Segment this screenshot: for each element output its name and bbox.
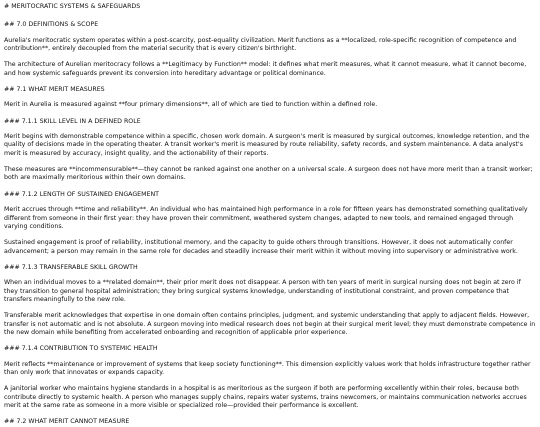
paragraph: Sustained engagement is proof of reliability, institutional memory, and the capacity to guide others through transitions. However, it does not automatically confer advancement; a person may remain in the same role for decades and steadily increase their merit within it without moving into supervisory or administrative work. [4,239,518,255]
paragraph: Merit begins with demonstrable competence within a specific, chosen work domain. A surgeon's merit is measured by surgical outcomes, knowledge retention, and the quality of decisions made in the operating theater. A transit worker's merit is measured by route reliability, safety records, and system maintenance. A data analyst's merit is measured by accuracy, insight quality, and the actionability of their reports. [4,133,530,157]
subsection-heading-7-1-4: ### 7.1.4 CONTRIBUTION TO SYSTEMIC HEALTH [4,345,158,353]
paragraph: Transferable merit acknowledges that expertise in one domain often contains principles, judgment, and systemic understanding that apply to adjacent fields. However, transfer is not automatic and is not absolute. A surgeon moving into medical research does not begin at their surgical merit level; they must demonstrate competence in the new domain while benefiting from accelerated onboarding and recognition of applicable prior experience. [4,312,536,336]
subsection-heading-7-1-3: ### 7.1.3 TRANSFERABLE SKILL GROWTH [4,263,138,271]
paragraph: The architecture of Aurelian meritocracy follows a **Legitimacy by Function** model: it defines what merit measures, what it cannot measure, what it cannot become, and how systemic safeguards prevent its conversion into hereditary advantage or political dominance. [4,61,527,77]
paragraph: Merit in Aurelia is measured against **four primary dimensions**, all of which are tied to function within a defined role. [4,101,378,109]
paragraph: When an individual moves to a **related domain**, their prior merit does not disappear. A person with ten years of merit in surgical nursing does not begin at zero if they transition to general hospital administration; they bring surgical systems knowledge, understanding of institutional constraint, and proven competence that transfers meaningfully to the new role. [4,279,521,303]
paragraph: Merit accrues through **time and reliability**. An individual who has maintained high performance in a role for fifteen years has demonstrated something qualitatively different from someone in their first year: they have proven their commitment, weathered system changes, adapted to new tools, and remained engaged through varying conditions. [4,206,528,230]
subsection-heading-7-1-2: ### 7.1.2 LENGTH OF SUSTAINED ENGAGEMENT [4,190,159,198]
paragraph: These measures are **incommensurable**—they cannot be ranked against one another on a universal scale. A surgeon does not have more merit than a transit worker; both are maximally meritorious within their own domains. [4,166,533,182]
subsection-heading-7-1-1: ### 7.1.1 SKILL LEVEL IN A DEFINED ROLE [4,117,141,125]
section-heading-7-0: ## 7.0 DEFINITIONS & SCOPE [4,21,99,29]
section-heading-7-2: ## 7.2 WHAT MERIT CANNOT MEASURE [4,418,130,426]
paragraph: Merit reflects **maintenance or improvement of systems that keep society functioning**. This dimension explicitly values work that holds infrastructure together rather than only work that innovates or expands capacity. [4,360,531,376]
section-heading-7-1: ## 7.1 WHAT MERIT MEASURES [4,86,105,94]
paragraph: A janitorial worker who maintains hygiene standards in a hospital is as meritorious as the surgeon if both are performing excellently within their roles, because both contribute directly to systemic health. A person who manages supply chains, repairs water systems, trains newcomers, or maintains communication networks accrues merit at the same rate as someone in a more visible or specialized role—provided their performance is excellent. [4,385,527,409]
document-title: # MERITOCRATIC SYSTEMS & SAFEGUARDS [4,3,141,10]
paragraph: Aurelia's meritocratic system operates within a post-scarcity, post-equality civilization. Merit functions as a **localized, role-specific recognition of competence and contribution**, entirely decoupled from the material security that is every citizen's birthright. [4,36,517,53]
